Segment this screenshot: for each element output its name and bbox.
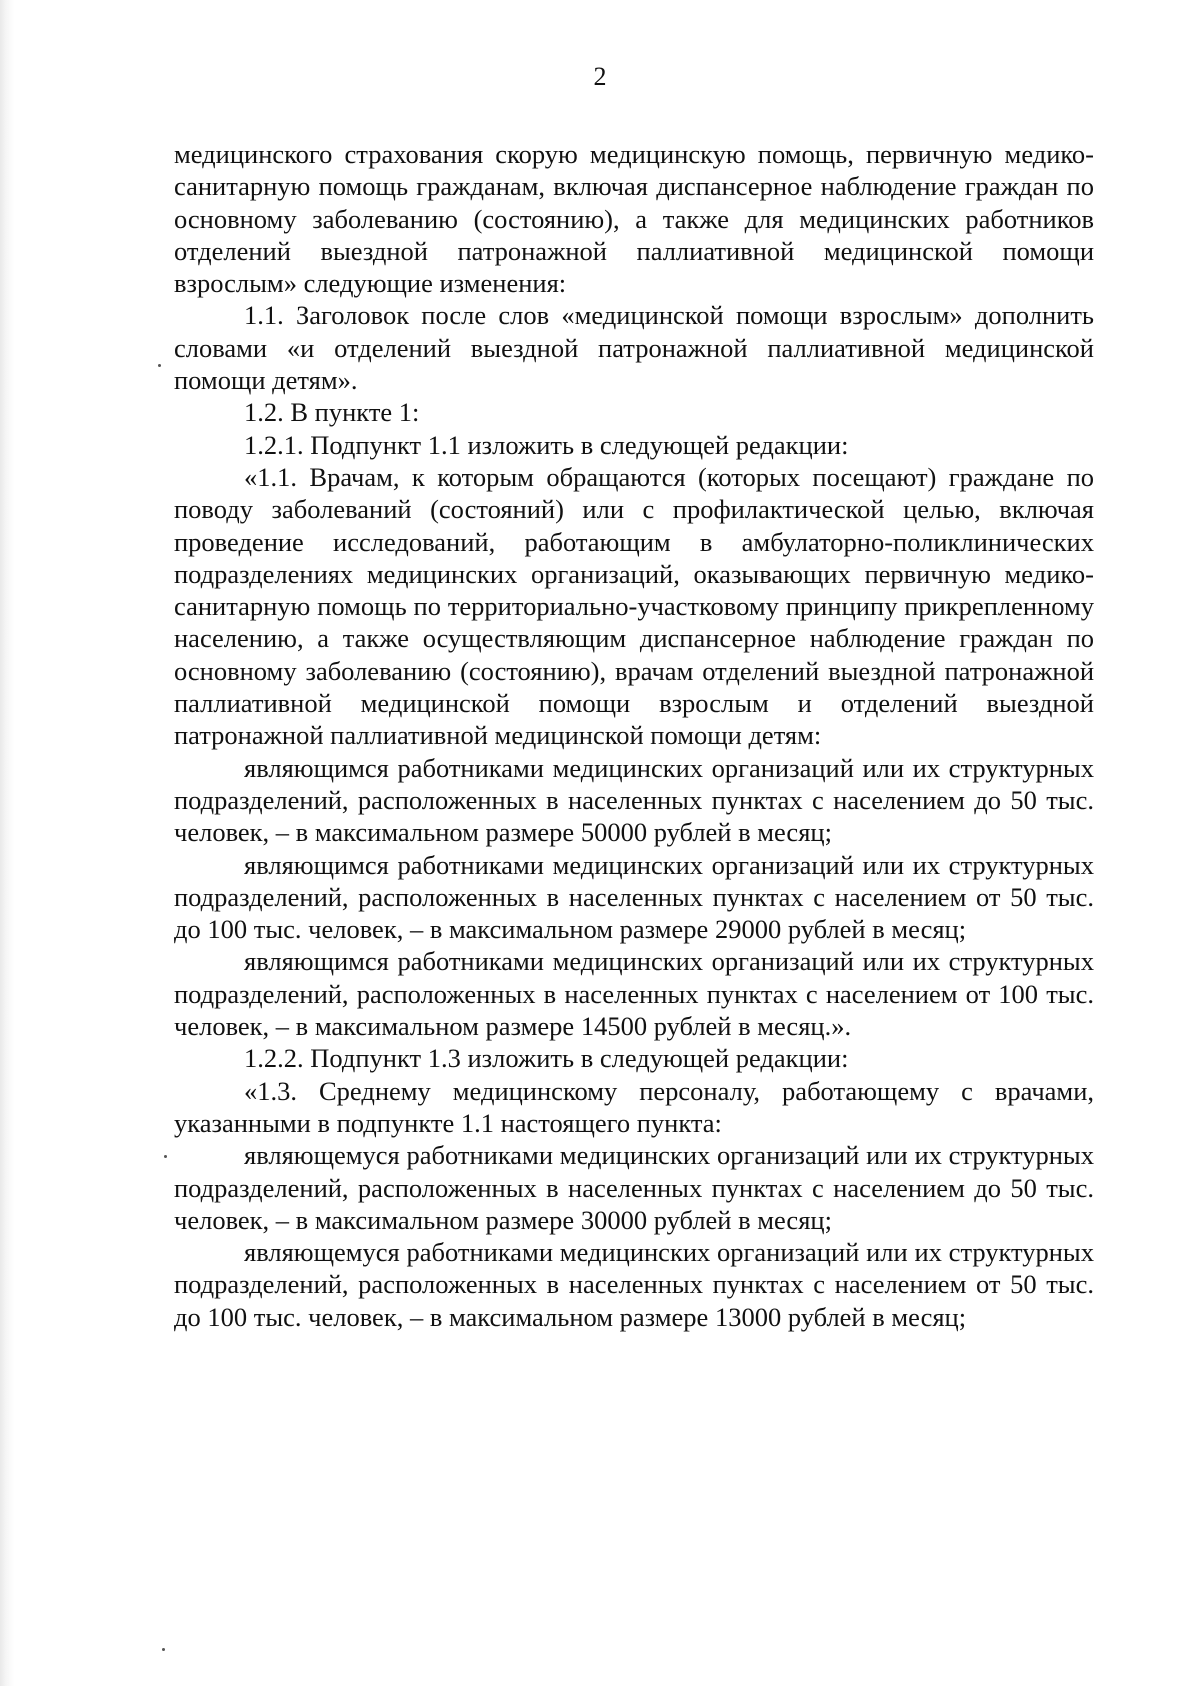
scan-speck <box>158 364 161 367</box>
paragraph-quote-1-1: «1.1. Врачам, к которым обращаются (которых посещают) граждане по поводу заболеваний (состояний) или с профилактической целью, включая проведение исследований, работающим в амбулаторно-поликлинических подразделениях медицинских организаций, оказывающих первичную медико-санитарную помощь по территориально-участковому принципу прикрепленному населению, а также осуществляющим диспансерное наблюдение граждан по основному заболеванию (состоянию), врачам отделений выездной патронажной паллиативной медицинской помощи взрослым и отделений выездной патронажной паллиативной медицинской помощи детям: <box>174 461 1094 751</box>
paragraph-nurses-tier-2: являющемуся работниками медицинских организаций или их структурных подразделений, расположенных в населенных пунктах с населением от 50 тыс. до 100 тыс. человек, – в максимальном размере 13000 рублей в месяц; <box>174 1237 1094 1332</box>
paragraph-doctors-tier-3: являющимся работниками медицинских организаций или их структурных подразделений, расположенных в населенных пунктах с населением от 100 тыс. человек, – в максимальном размере 14500 рублей в месяц.». <box>174 946 1094 1042</box>
paragraph-intro: медицинского страхования скорую медицинскую помощь, первичную медико-санитарную помощь гражданам, включая диспансерное наблюдение граждан по основному заболеванию (состоянию), а также для медицинских работников отделений выездной патронажной паллиативной медицинской помощи взрослым» следующие изменения: <box>174 139 1094 299</box>
paragraph-1-2-2: 1.2.2. Подпункт 1.3 изложить в следующей редакции: <box>244 1043 849 1074</box>
scan-speck <box>164 1155 167 1158</box>
paragraph-1-1: 1.1. Заголовок после слов «медицинской помощи взрослым» дополнить словами «и отделений выездной патронажной паллиативной медицинской помощи детям». <box>174 300 1094 396</box>
scan-speck <box>162 1648 165 1651</box>
scan-edge <box>0 0 14 1686</box>
paragraph-quote-1-3: «1.3. Среднему медицинскому персоналу, работающему с врачами, указанными в подпункте 1.1 настоящего пункта: <box>174 1075 1094 1138</box>
paragraph-1-2-1: 1.2.1. Подпункт 1.1 изложить в следующей редакции: <box>244 429 849 460</box>
document-body <box>174 138 1094 1333</box>
paragraph-doctors-tier-1: являющимся работниками медицинских организаций или их структурных подразделений, расположенных в населенных пунктах с населением до 50 тыс. человек, – в максимальном размере 50000 рублей в месяц; <box>174 752 1094 848</box>
paragraph-doctors-tier-2: являющимся работниками медицинских организаций или их структурных подразделений, расположенных в населенных пунктах с населением от 50 тыс. до 100 тыс. человек, – в максимальном размере 29000 рублей в месяц; <box>174 849 1094 945</box>
page-number: 2 <box>593 62 607 91</box>
paragraph-nurses-tier-1: являющемуся работниками медицинских организаций или их структурных подразделений, расположенных в населенных пунктах с населением до 50 тыс. человек, – в максимальном размере 30000 рублей в месяц; <box>174 1140 1094 1235</box>
paragraph-1-2: 1.2. В пункте 1: <box>244 397 420 428</box>
